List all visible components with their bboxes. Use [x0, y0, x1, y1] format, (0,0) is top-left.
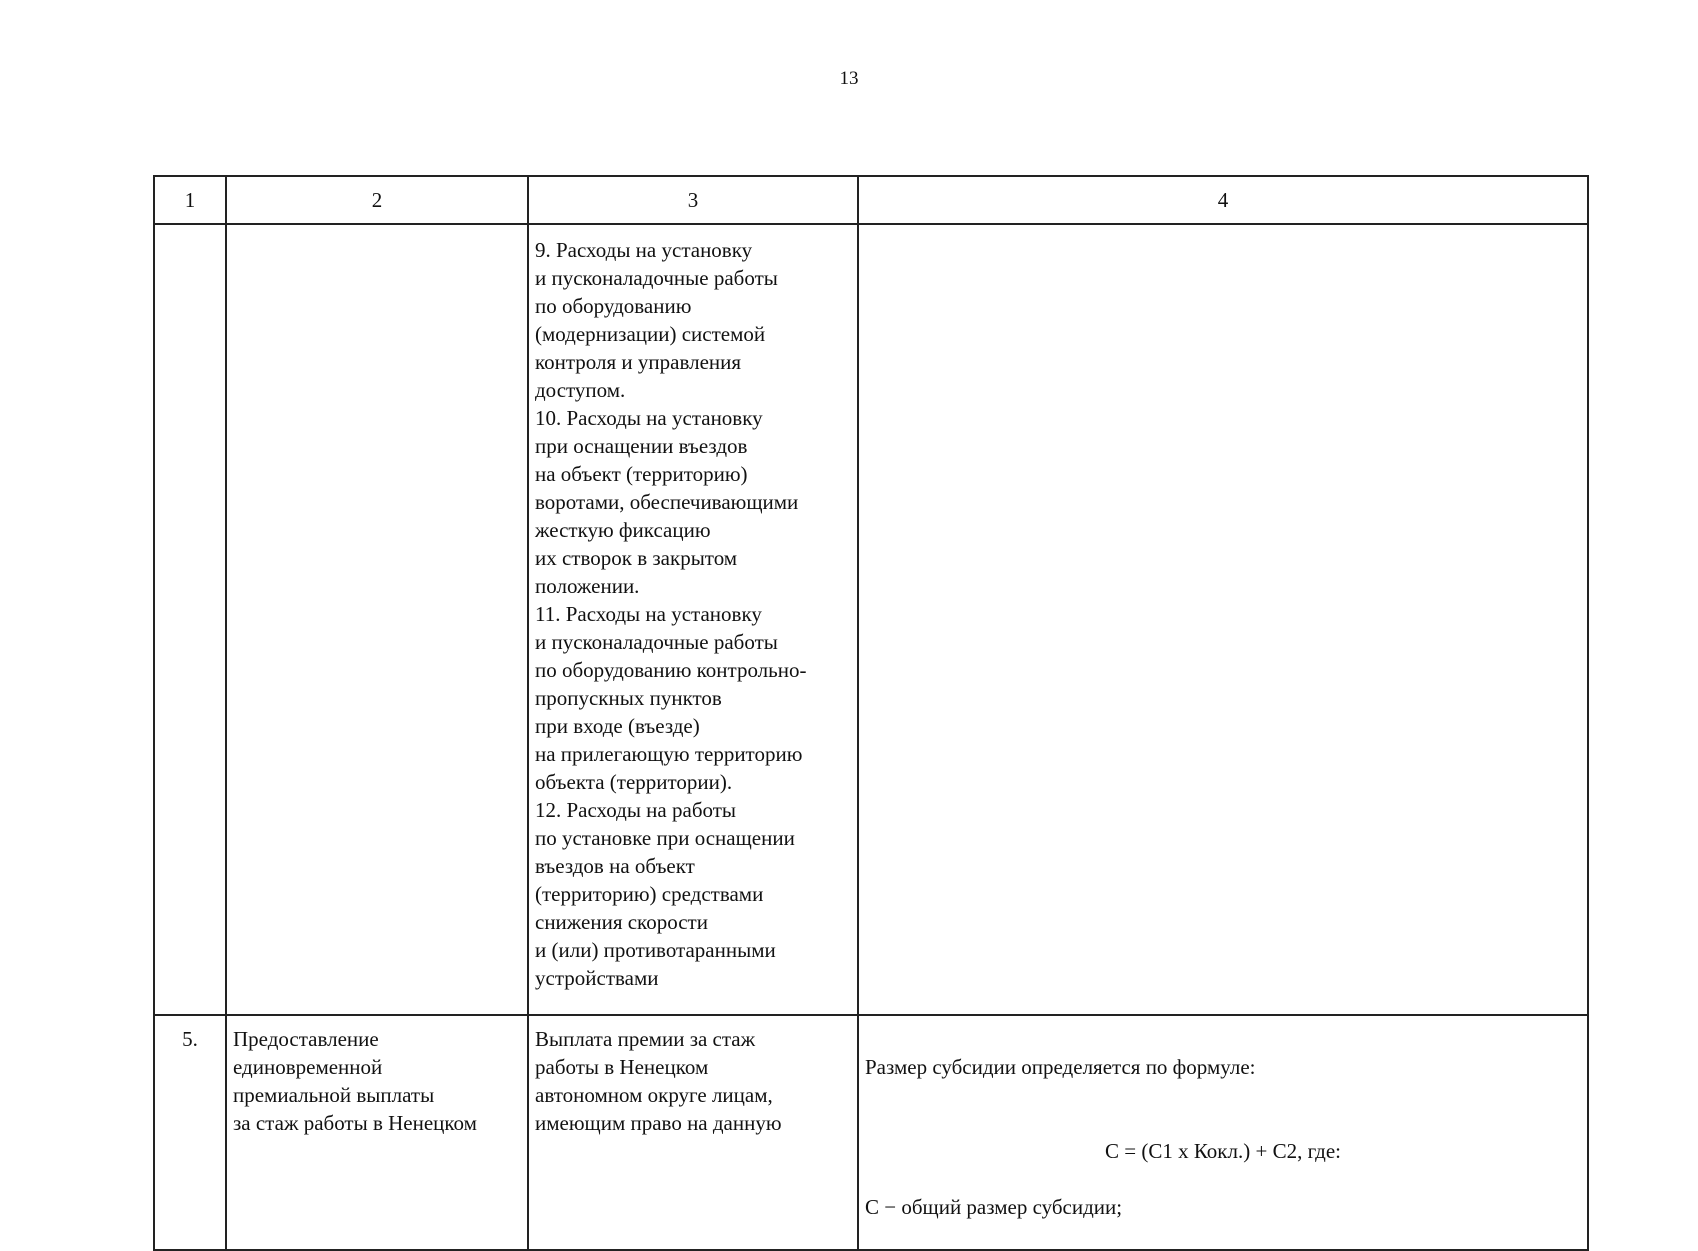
measure-name-cell: Предоставление единовременной премиальной выплаты за стаж работы в Ненецком	[226, 1015, 528, 1250]
row-number-cell	[154, 224, 226, 1015]
measure-name-cell	[226, 224, 528, 1015]
table-header-row	[154, 176, 1588, 224]
expenses-cell: Выплата премии за стаж работы в Ненецком автономном округе лицам, имеющим право на данную	[528, 1015, 858, 1250]
row-number-cell: 5.	[154, 1015, 226, 1250]
table-row	[154, 1015, 1588, 1250]
header-cell-3: 3	[528, 176, 858, 224]
header-cell-2: 2	[226, 176, 528, 224]
calculation-cell	[858, 1015, 1588, 1250]
header-cell-1: 1	[154, 176, 226, 224]
calculation-cell	[858, 224, 1588, 1015]
subsidy-formula: С = (С1 х Кокл.) + С2, где:	[1105, 1139, 1341, 1163]
subsidy-table	[153, 175, 1589, 1251]
table-row	[154, 224, 1588, 1015]
page-number: 13	[839, 68, 859, 89]
formula-description: С − общий размер субсидии;	[865, 1195, 1123, 1219]
expenses-cell: 9. Расходы на установку и пусконаладочные работы по оборудованию (модернизации) системой контроля и управления доступом. 10. Расходы на установку при оснащении въездов на объект (территорию) воротами, обеспечивающими жесткую фиксацию их створок в закрытом положении. 11. Расходы на установку и пусконаладочные работы по оборудованию контрольно- пропускных пунктов при входе (въезде) на прилегающую территорию объекта (территории). 12. Расходы на работы по установке при оснащении въездов на объект (территорию) средствами снижения скорости и (или) противотаранными устройствами	[528, 224, 858, 1015]
header-cell-4: 4	[858, 176, 1588, 224]
formula-intro-text: Размер субсидии определяется по формуле:	[865, 1055, 1256, 1079]
